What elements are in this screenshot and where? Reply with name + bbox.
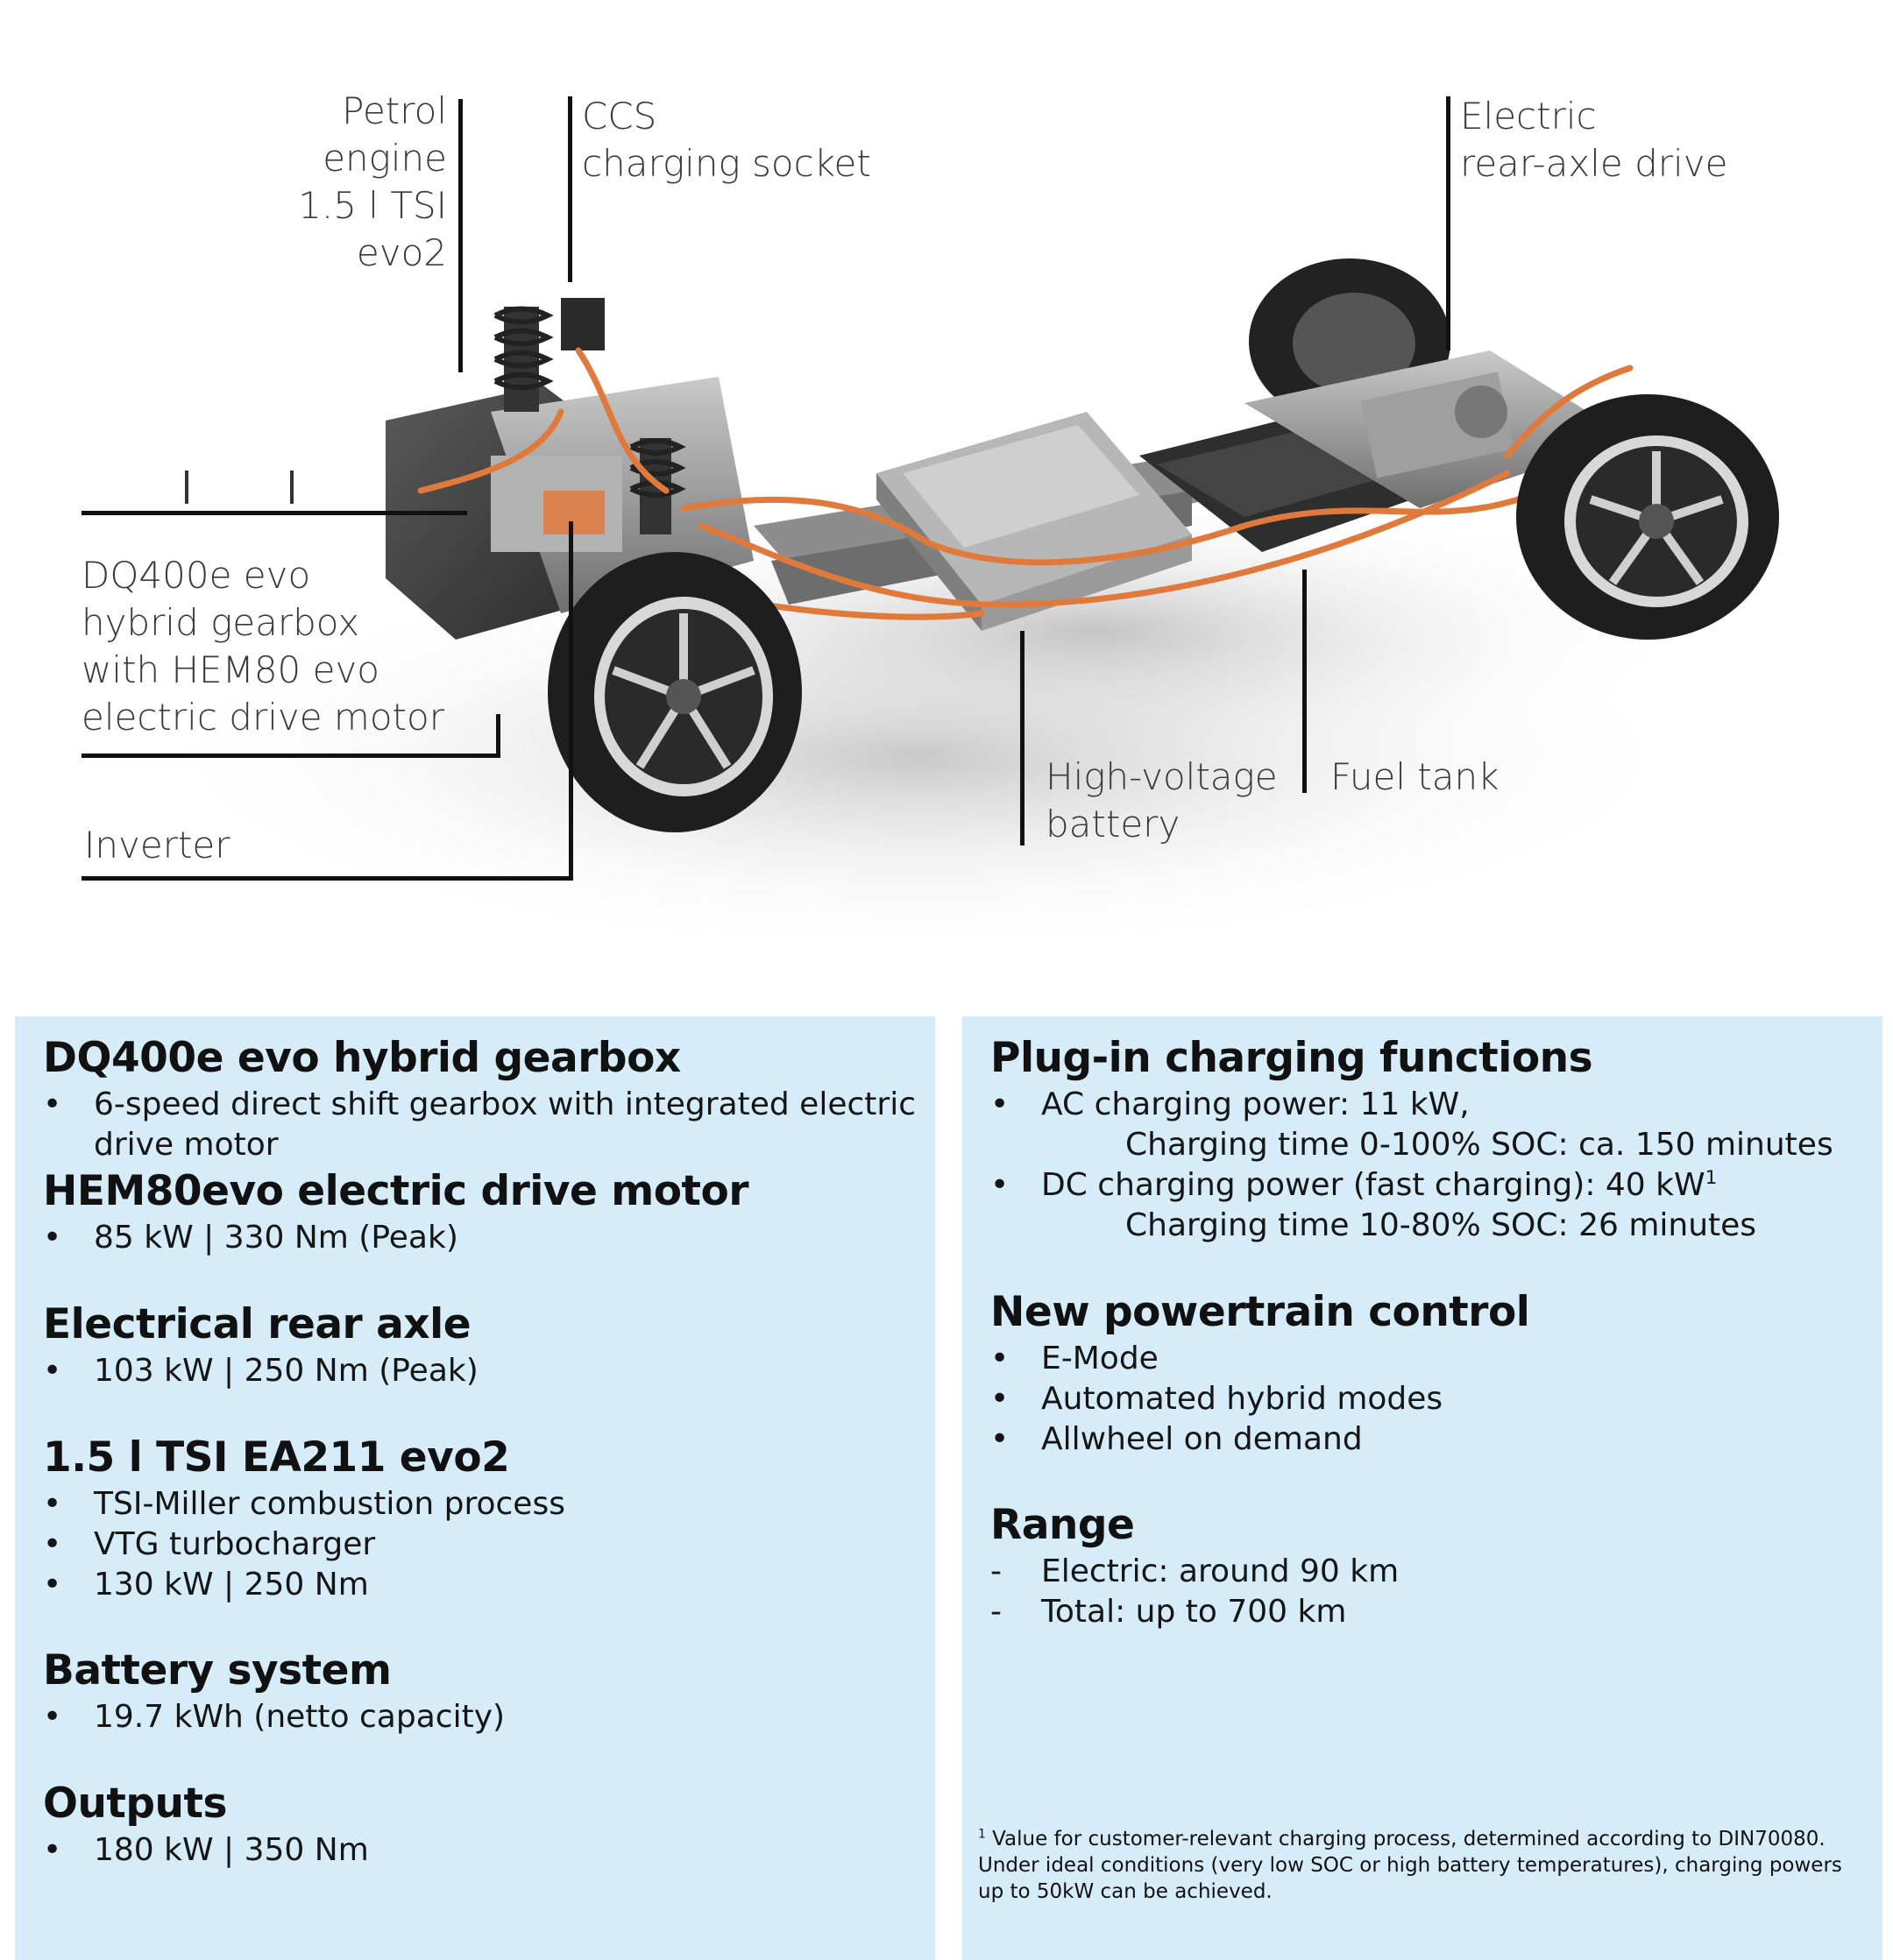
section-gearbox — [43, 1032, 918, 1165]
section-title: Outputs — [43, 1780, 227, 1828]
section-range — [990, 1499, 1865, 1632]
label-ccs-socket: CCS charging socket — [582, 95, 871, 185]
list-item: • Allwheel on demand — [990, 1421, 1363, 1457]
list-item: • VTG turbocharger — [43, 1526, 376, 1562]
section-title: Battery system — [43, 1646, 392, 1695]
list-item: • Automated hybrid modes — [990, 1381, 1443, 1417]
dc-charging-time: Charging time 10-80% SOC: 26 minutes — [1125, 1207, 1757, 1243]
label-petrol-engine: Petrol engine 1.5 l TSI evo2 — [298, 89, 447, 274]
rear-right-wheel — [1516, 394, 1779, 640]
leader-gearbox-drop — [496, 714, 500, 758]
list-item: • 180 kW | 350 Nm — [43, 1832, 369, 1868]
section-battery — [43, 1645, 918, 1737]
leader-petrol-engine — [458, 99, 463, 372]
section-title: New powertrain control — [990, 1288, 1530, 1336]
leader-fuel-tank — [1302, 570, 1307, 793]
label-rear-axle-drive: Electric rear-axle drive — [1460, 95, 1728, 185]
list-item: • 130 kW | 250 Nm — [43, 1567, 369, 1603]
section-title: 1.5 l TSI EA211 evo2 — [43, 1433, 510, 1482]
section-outputs — [43, 1778, 918, 1871]
list-item: • E-Mode — [990, 1341, 1159, 1376]
list-item: • 19.7 kWh (netto capacity) — [43, 1699, 506, 1735]
section-engine — [43, 1432, 918, 1605]
ac-charging-time: Charging time 0-100% SOC: ca. 150 minutes — [1125, 1127, 1833, 1163]
front-right-wheel — [548, 552, 802, 832]
footnote: $^1$ Value for customer-relevant charging process, determined according to DIN70080. Under ideal conditions (very low SOC or high battery temperatures), charging powers up to 50kW can be achieved. — [978, 1827, 1842, 1903]
label-gearbox: DQ400e evo hybrid gearbox with HEM80 evo electric drive motor — [82, 554, 444, 739]
label-fuel-tank: Fuel tank — [1330, 755, 1500, 798]
list-item: • 85 kW | 330 Nm (Peak) — [43, 1220, 458, 1256]
section-title: Range — [990, 1501, 1135, 1549]
section-powertrain — [990, 1286, 1865, 1460]
leader-gearbox-bottom — [82, 754, 500, 758]
leader-battery — [1020, 631, 1024, 846]
leader-gearbox-top — [82, 511, 467, 515]
list-item-ac: • AC charging power: 11 kW, Charging time 0-100% SOC: ca. 150 minutes — [990, 1085, 1865, 1165]
footnote-mark: 1 — [1705, 1167, 1718, 1189]
leader-inverter-riser — [569, 521, 573, 881]
list-item: - Total: up to 700 km — [990, 1594, 1347, 1630]
section-title: Plug-in charging functions — [990, 1034, 1593, 1082]
leader-ccs-socket — [568, 96, 572, 282]
section-title: HEM80evo electric drive motor — [43, 1167, 748, 1215]
list-item-dc: • DC charging power (fast charging): 40 $kW^1$ Charging time 10-80% SOC: 26 minutes — [990, 1165, 1865, 1246]
list-item: • 103 kW | 250 Nm (Peak) — [43, 1353, 479, 1389]
leader-rear-axle-drive — [1446, 96, 1450, 350]
section-rear-axle — [43, 1298, 918, 1391]
specs-panel-left — [15, 1016, 935, 1960]
section-charging — [990, 1032, 1865, 1246]
label-inverter: Inverter — [84, 824, 230, 867]
list-item: - Electric: around 90 km — [990, 1553, 1400, 1589]
list-item: • TSI-Miller combustion process — [43, 1486, 565, 1522]
section-drive-motor — [43, 1165, 918, 1258]
section-title: Electrical rear axle — [43, 1300, 471, 1348]
label-battery: High-voltage battery — [1046, 755, 1278, 846]
section-title: DQ400e evo hybrid gearbox — [43, 1034, 681, 1082]
list-item: • 6-speed direct shift gearbox with integrated electric drive motor — [43, 1086, 916, 1163]
leader-inverter — [82, 876, 573, 881]
specs-panel-right — [962, 1016, 1882, 1960]
